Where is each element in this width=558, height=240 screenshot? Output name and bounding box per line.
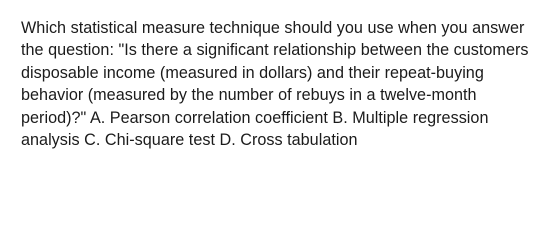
question-text: Which statistical measure technique should you use when you answer the question: "Is there a significant relationship between the customers disposable income (measured in dollars) and their repeat-buying behavior (measured by the number of rebuys in a twelve-month period)?" A. Pearson correlation coefficient B. Multiple regression analysis C. Chi-square test D. Cross tabulation (21, 19, 529, 150)
